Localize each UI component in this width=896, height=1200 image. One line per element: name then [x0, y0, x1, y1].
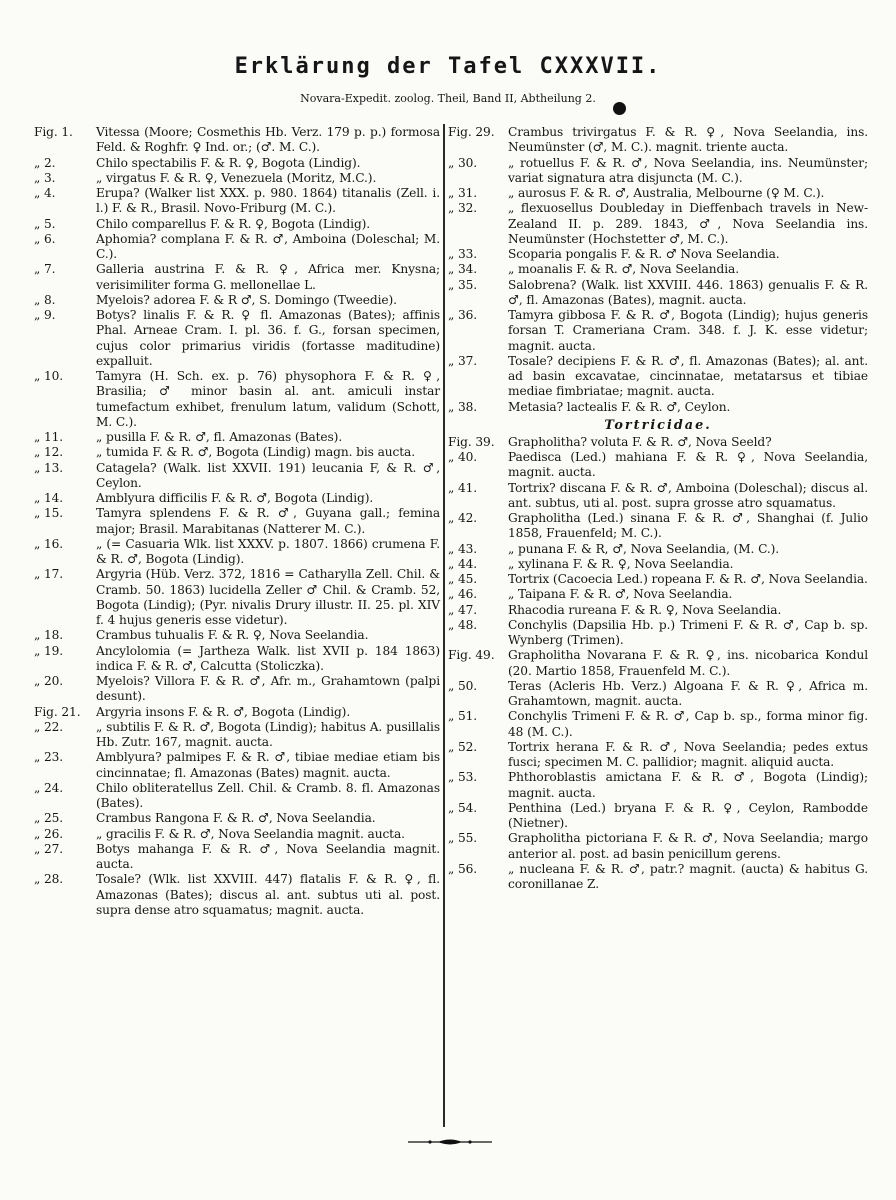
figure-number: „ 10.: [34, 369, 64, 383]
figure-number: „ 3.: [34, 170, 56, 185]
figure-description: Myelois? Villora F. & R. ♂, Afr. m., Grahamtown (palpi desunt).: [96, 674, 440, 704]
figure-entry: [448, 186, 868, 201]
page-title: Erklärung der Tafel CXXXVII.: [234, 54, 662, 79]
figure-description: Tortrix herana F. & R. ♂, Nova Seelandia; pedes extus fusci; specimen M. C. pallidior; magnit. aliquid aucta.: [508, 739, 868, 769]
figure-number: „ 36.: [448, 308, 478, 322]
figure-number: Fig. 21.: [34, 704, 81, 719]
figure-number: „ 11.: [34, 430, 64, 444]
figure-description: Tosale? decipiens F. & R. ♂, fl. Amazonas (Bates); al. ant. ad basin excavatae, cincinnatae, metatarsus et tibiae mediae fimbriatae; magnit. aucta.: [508, 353, 868, 399]
figure-entry: [448, 618, 868, 649]
figure-description: Myelois? adorea F. & R ♂, S. Domingo (Tweedie).: [96, 292, 397, 307]
figure-entry: [448, 679, 868, 710]
figure-entry: [448, 587, 868, 602]
figure-description: Grapholitha? voluta F. & R. ♂, Nova Seeld?: [508, 434, 772, 449]
figure-number: „ 52.: [448, 739, 478, 754]
figure-number: „ 28.: [34, 872, 64, 887]
figure-entry: [448, 831, 868, 862]
figure-entry: [34, 125, 440, 156]
figure-number: „ 8.: [34, 292, 56, 307]
figure-description: „ gracilis F. & R. ♂, Nova Seelandia magnit. aucta.: [96, 826, 405, 841]
figure-entry: [34, 445, 440, 460]
figure-number: „ 38.: [448, 399, 478, 414]
figure-number: „ 25.: [34, 811, 64, 826]
figure-entry: [34, 567, 440, 628]
figure-entry: [34, 827, 440, 842]
figure-description: Argyria (Hüb. Verz. 372, 1816 = Catharylla Zell. Chil. & Cramb. 50. 1863) lucidella Zeller ♂ Chil. & Cramb. 52, Bogota (Lindig); (Pyr. nivalis Drury illustr. II. 25. pl. XIV f. 4 hujus generis esse videtur).: [96, 567, 440, 627]
figure-number: „ 55.: [448, 831, 478, 846]
figure-entry: [448, 262, 868, 277]
ornament-divider: [400, 1137, 500, 1147]
figure-entry: [448, 603, 868, 618]
figure-number: Fig. 29.: [448, 125, 495, 139]
figure-description: Tamyra gibbosa F. & R. ♂, Bogota (Lindig); hujus generis forsan T. Crameriana Cram. 348. f. J. K. esse videtur; magnit. aucta.: [508, 308, 868, 353]
figure-description: Penthina (Led.) bryana F. & R. ♀, Ceylon, Rambodde (Nietner).: [508, 800, 868, 830]
figure-number: „ 44.: [448, 556, 478, 571]
figure-entry: [34, 644, 440, 675]
figure-entry: [34, 308, 440, 369]
figure-number: Fig. 1.: [34, 125, 73, 139]
figure-number: „ 14.: [34, 491, 64, 505]
figure-entry: [34, 872, 440, 918]
figure-entry: [448, 354, 868, 400]
figure-description: Galleria austrina F. & R. ♀, Africa mer. Knysna; verisimiliter forma G. mellonellae L.: [96, 262, 440, 292]
figure-number: „ 9.: [34, 308, 56, 322]
figure-entry: [34, 628, 440, 643]
figure-description: Tosale? (Wlk. list XXVIII. 447) flatalis F. & R. ♀, fl. Amazonas (Bates); discus al. ant. subtus uti al. post. supra dense atro squamatus; magnit. aucta.: [96, 872, 440, 917]
figure-description: Botys mahanga F. & R. ♂, Nova Seelandia magnit. aucta.: [96, 841, 440, 871]
figure-entry: [448, 450, 868, 481]
figure-entry: [34, 781, 440, 812]
figure-entry: [34, 186, 440, 217]
figure-number: Fig. 49.: [448, 648, 495, 663]
figure-description: Catagela? (Walk. list XXVII. 191) leucania F, & R. ♂, Ceylon.: [96, 460, 440, 490]
page-subtitle: Novara-Expedit. zoolog. Theil, Band II, Abtheilung 2.: [300, 92, 596, 105]
figure-number: „ 47.: [448, 602, 478, 617]
figure-number: „ 45.: [448, 572, 478, 586]
figure-description: Aphomia? complana F. & R. ♂, Amboina (Doleschal; M. C.).: [96, 231, 440, 261]
figure-number: „ 20.: [34, 674, 64, 688]
figure-description: „ aurosus F. & R. ♂, Australia, Melbourne (♀ M. C.).: [508, 186, 825, 200]
figure-number: „ 24.: [34, 780, 64, 795]
figure-description: Tamyra (H. Sch. ex. p. 76) physophora F. & R. ♀, Brasilia; ♂ minor basin al. ant. amiculi instar tumefactum exhibet, frenulum latum, validum (Schott, M. C.).: [96, 369, 440, 429]
figure-entry: [34, 461, 440, 492]
figure-number: „ 40.: [448, 450, 478, 464]
figure-description: Tamyra splendens F. & R. ♂, Guyana gall.; femina major; Brasil. Marabitanas (Natterer M. C.).: [96, 506, 440, 536]
figure-number: „ 6.: [34, 231, 56, 246]
figure-entry: [448, 542, 868, 557]
figure-number: „ 17.: [34, 567, 64, 582]
figure-number: „ 5.: [34, 216, 56, 231]
figure-description: „ pusilla F. & R. ♂, fl. Amazonas (Bates).: [96, 430, 343, 444]
figure-description: Vitessa (Moore; Cosmethis Hb. Verz. 179 p. p.) formosa Feld. & Roghfr. ♀ Ind. or.; (♂. M. C.).: [96, 125, 440, 155]
figure-description: „ rotuellus F. & R. ♂, Nova Seelandia, ins. Neumünster; variat signatura atra disjuncta (M. C.).: [508, 155, 868, 185]
left-column: [34, 125, 440, 918]
figure-number: „ 56.: [448, 861, 478, 876]
figure-description: Tortrix (Cacoecia Led.) ropeana F. & R. ♂, Nova Seelandia.: [508, 572, 868, 586]
figure-entry: [34, 842, 440, 873]
figure-entry: [34, 750, 440, 781]
figure-entry: [34, 430, 440, 445]
figure-number: „ 43.: [448, 541, 478, 556]
figure-number: „ 23.: [34, 750, 64, 765]
figure-number: „ 54.: [448, 800, 478, 815]
figure-description: Grapholitha pictoriana F. & R. ♂, Nova Seelandia; margo anterior al. post. ad basin penicillum gerens.: [508, 831, 868, 861]
figure-number: „ 18.: [34, 628, 64, 643]
figure-number: „ 46.: [448, 587, 478, 602]
figure-number: „ 4.: [34, 186, 56, 200]
right-column: [448, 125, 868, 892]
figure-entry: [448, 400, 868, 415]
column-divider: [443, 124, 445, 1127]
figure-entry: [34, 171, 440, 186]
figure-description: Paedisca (Led.) mahiana F. & R. ♀, Nova Seelandia, magnit. aucta.: [508, 450, 868, 480]
figure-number: „ 50.: [448, 678, 478, 693]
figure-entry: [448, 308, 868, 354]
figure-number: „ 31.: [448, 186, 478, 200]
figure-description: Teras (Acleris Hb. Verz.) Algoana F. & R. ♀, Africa m. Grahamtown, magnit. aucta.: [508, 678, 868, 708]
figure-description: Metasia? lactealis F. & R. ♂, Ceylon.: [508, 399, 731, 414]
figure-entry: [448, 648, 868, 679]
figure-description: „ tumida F. & R. ♂, Bogota (Lindig) magn. bis aucta.: [96, 445, 415, 460]
figure-entry: [448, 435, 868, 450]
figure-description: Crambus trivirgatus F. & R. ♀, Nova Seelandia, ins. Neumünster (♂, M. C.). magnit. triente aucta.: [508, 125, 868, 155]
figure-number: „ 7.: [34, 262, 56, 277]
figure-number: „ 32.: [448, 201, 478, 216]
figure-description: Crambus tuhualis F. & R. ♀, Nova Seelandia.: [96, 628, 369, 643]
figure-number: „ 53.: [448, 770, 478, 785]
figure-number: „ 13.: [34, 460, 64, 475]
figure-number: „ 12.: [34, 445, 64, 460]
figure-description: „ moanalis F. & R. ♂, Nova Seelandia.: [508, 262, 739, 277]
figure-number: „ 42.: [448, 511, 478, 525]
figure-entry: [448, 156, 868, 187]
figure-entry: [34, 156, 440, 171]
figure-entry: [34, 262, 440, 293]
figure-number: „ 34.: [448, 262, 478, 277]
figure-number: Fig. 39.: [448, 434, 495, 449]
figure-description: Chilo spectabilis F. & R. ♀, Bogota (Lindig).: [96, 155, 361, 170]
figure-number: „ 26.: [34, 826, 64, 841]
figure-number: „ 16.: [34, 536, 64, 551]
figure-description: Rhacodia rureana F. & R. ♀, Nova Seelandia.: [508, 602, 782, 617]
figure-entry: [34, 369, 440, 430]
figure-entry: [448, 862, 868, 893]
figure-description: Ancylolomia (= Jartheza Walk. list XVII p. 184 1863) indica F. & R. ♂, Calcutta (Stoliczka).: [96, 643, 440, 673]
figure-entry: [448, 740, 868, 771]
figure-description: „ (= Casuaria Wlk. list XXXV. p. 1807. 1866) crumena F. & R. ♂, Bogota (Lindig).: [96, 536, 440, 566]
figure-number: „ 19.: [34, 643, 64, 658]
figure-entry: [34, 811, 440, 826]
figure-description: „ flexuosellus Doubleday in Dieffenbach travels in New-Zealand II. p. 289. 1843, ♂, Nova Seelandia ins. Neumünster (Hochstetter ♂, M. C.).: [508, 201, 868, 246]
figure-number: „ 27.: [34, 841, 64, 856]
figure-description: Scoparia pongalis F. & R. ♂ Nova Seelandia.: [508, 247, 780, 261]
figure-number: „ 48.: [448, 617, 478, 632]
figure-description: Argyria insons F. & R. ♂, Bogota (Lindig).: [96, 704, 351, 719]
figure-number: „ 33.: [448, 247, 478, 261]
figure-description: „ subtilis F. & R. ♂, Bogota (Lindig); habitus A. pusillalis Hb. Zutr. 167, magnit. aucta.: [96, 719, 440, 749]
figure-entry: [34, 217, 440, 232]
figure-entry: [34, 506, 440, 537]
figure-description: Conchylis (Dapsilia Hb. p.) Trimeni F. & R. ♂, Cap b. sp. Wynberg (Trimen).: [508, 617, 868, 647]
figure-description: Crambus Rangona F. & R. ♂, Nova Seelandia.: [96, 811, 376, 826]
figure-entry: [448, 801, 868, 832]
figure-entry: [448, 770, 868, 801]
figure-entry: [448, 201, 868, 247]
figure-description: Tortrix? discana F. & R. ♂, Amboina (Doleschal); discus al. ant. subtus, uti al. post. supra grosse atro squamatus.: [508, 480, 868, 510]
figure-entry: [448, 125, 868, 156]
figure-entry: [34, 293, 440, 308]
figure-description: Amblyura difficilis F. & R. ♂, Bogota (Lindig).: [96, 491, 374, 505]
figure-description: Phthoroblastis amictana F. & R. ♂, Bogota (Lindig); magnit. aucta.: [508, 770, 868, 800]
figure-description: Salobrena? (Walk. list XXVIII. 446. 1863) genualis F. & R. ♂, fl. Amazonas (Bates), magnit. aucta.: [508, 277, 868, 307]
figure-description: Conchylis Trimeni F. & R. ♂, Cap b. sp., forma minor fig. 48 (M. C.).: [508, 709, 868, 739]
figure-entry: [34, 720, 440, 751]
figure-entry: [448, 278, 868, 309]
figure-number: „ 41.: [448, 480, 478, 495]
ink-spot: [613, 102, 626, 115]
figure-description: Amblyura? palmipes F. & R. ♂, tibiae mediae etiam bis cincinnatae; fl. Amazonas (Bates) magnit. aucta.: [96, 750, 440, 780]
figure-description: „ punana F. & R, ♂, Nova Seelandia, (M. C.).: [508, 541, 780, 556]
figure-entry: [34, 705, 440, 720]
figure-description: Chilo comparellus F. & R. ♀, Bogota (Lindig).: [96, 216, 371, 231]
figure-entry: [448, 557, 868, 572]
figure-entry: [448, 481, 868, 512]
figure-number: „ 22.: [34, 719, 64, 734]
figure-description: „ virgatus F. & R. ♀, Venezuela (Moritz, M.C.).: [96, 170, 377, 185]
figure-description: „ nucleana F. & R. ♂, patr.? magnit. (aucta) & habitus G. coronillanae Z.: [508, 861, 868, 891]
figure-entry: [448, 247, 868, 262]
figure-number: „ 51.: [448, 709, 478, 724]
figure-description: Chilo obliteratellus Zell. Chil. & Cramb. 8. fl. Amazonas (Bates).: [96, 780, 440, 810]
figure-description: Grapholitha (Led.) sinana F. & R. ♂, Shanghai (f. Julio 1858, Frauenfeld; M. C.).: [508, 511, 868, 541]
figure-number: „ 37.: [448, 353, 478, 368]
figure-number: „ 15.: [34, 506, 64, 521]
figure-number: „ 2.: [34, 155, 56, 170]
figure-entry: [34, 491, 440, 506]
figure-number: „ 30.: [448, 155, 478, 170]
figure-entry: [34, 674, 440, 705]
section-heading-tortricidae: Tortricidae.: [604, 417, 712, 433]
figure-entry: [448, 572, 868, 587]
figure-entry: [34, 232, 440, 263]
figure-number: „ 35.: [448, 277, 478, 292]
figure-entry: [448, 709, 868, 740]
figure-entry: [34, 537, 440, 568]
figure-description: „ xylinana F. & R. ♀, Nova Seelandia.: [508, 556, 734, 571]
figure-description: Grapholitha Novarana F. & R. ♀, ins. nicobarica Kondul (20. Martio 1858, Frauenfeld M. C.).: [508, 648, 868, 678]
figure-entry: [448, 511, 868, 542]
figure-description: Botys? linalis F. & R. ♀ fl. Amazonas (Bates); affinis Phal. Arneae Cram. I. pl. 36. f. G., forsan specimen, cujus color primarius viridis (fortasse maditudine) expalluit.: [96, 308, 440, 368]
figure-description: Erupa? (Walker list XXX. p. 980. 1864) titanalis (Zell. i. l.) F. & R., Brasil. Novo-Friburg (M. C.).: [96, 186, 440, 216]
figure-description: „ Taipana F. & R. ♂, Nova Seelandia.: [508, 587, 733, 602]
